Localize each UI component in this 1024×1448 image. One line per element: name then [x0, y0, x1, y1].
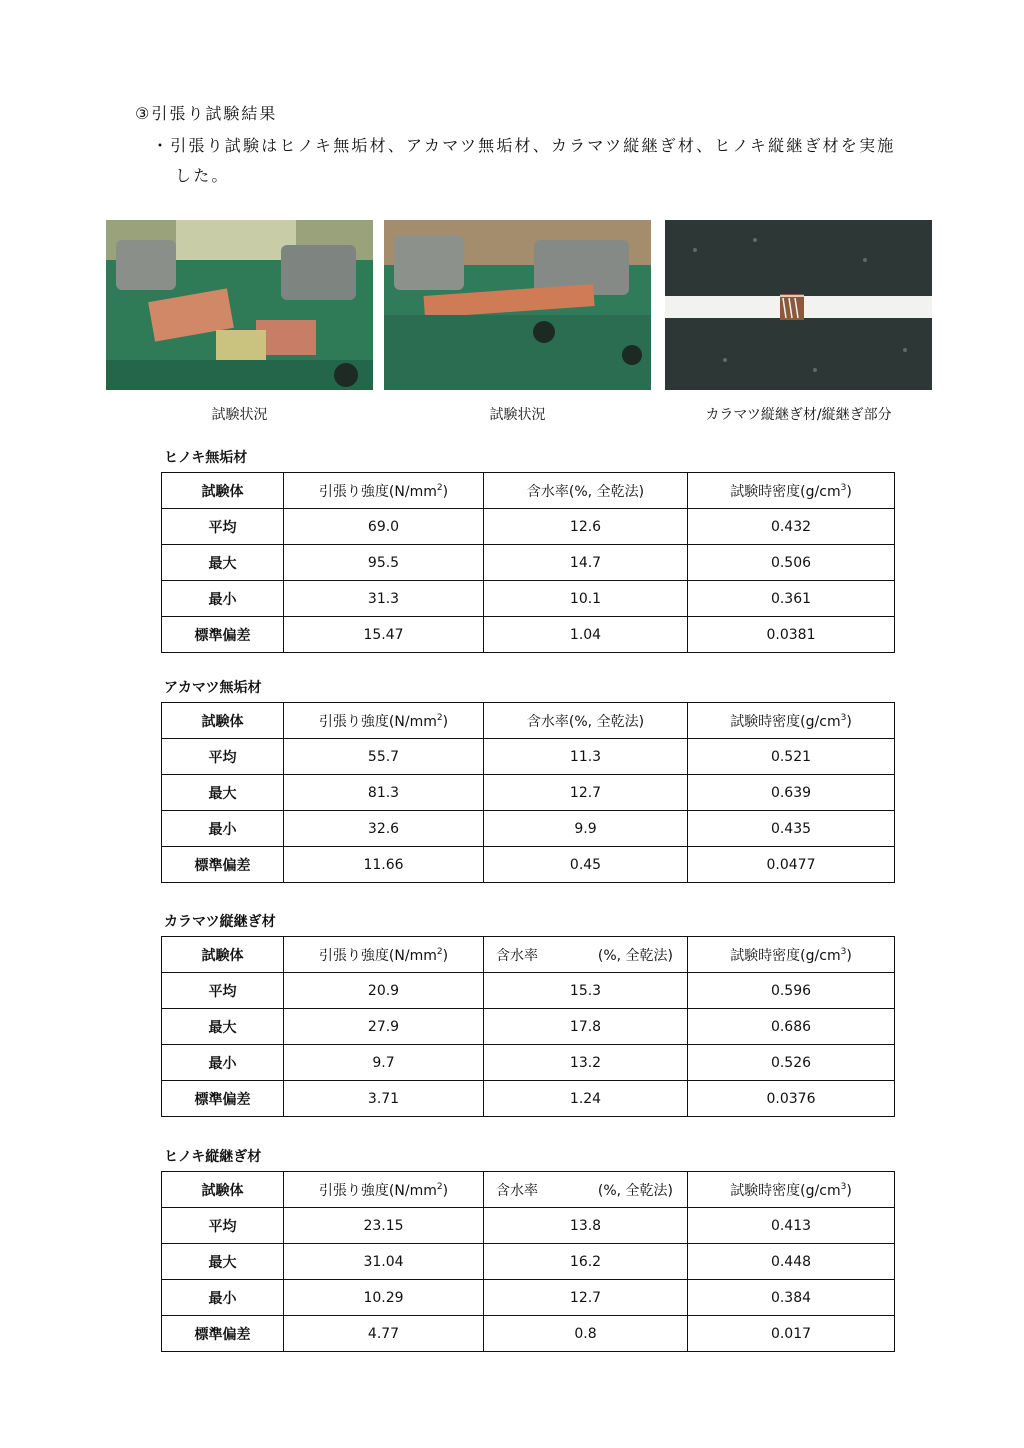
table-akamatsu-solid [161, 702, 895, 883]
table-title-hinoki-finger-joint: ヒノキ縦継ぎ材 [164, 1149, 262, 1165]
cell-moisture: 17.8 [484, 1009, 688, 1045]
header-specimen: 試験体 [162, 937, 284, 973]
cell-moisture: 10.1 [484, 581, 688, 617]
cell-moisture: 12.7 [484, 775, 688, 811]
cell-density: 0.413 [688, 1208, 895, 1244]
header-density: 試験時密度$(g/cm^3)$ [688, 1172, 895, 1208]
cell-moisture: 16.2 [484, 1244, 688, 1280]
cell-moisture: 15.3 [484, 973, 688, 1009]
table-row [162, 811, 895, 847]
table-row [162, 739, 895, 775]
cell-density: 0.639 [688, 775, 895, 811]
header-specimen: 試験体 [162, 703, 284, 739]
table-title-hinoki-solid: ヒノキ無垢材 [164, 450, 248, 466]
row-label: 平均 [162, 739, 284, 775]
table-row [162, 1045, 895, 1081]
cell-moisture: 1.04 [484, 617, 688, 653]
table-header-row [162, 937, 895, 973]
cell-strength: 3.71 [284, 1081, 484, 1117]
table-row [162, 775, 895, 811]
header-moisture: 含水率(%, 全乾法) [484, 703, 688, 739]
cell-density: 0.017 [688, 1316, 895, 1352]
cell-density: 0.448 [688, 1244, 895, 1280]
cell-density: 0.361 [688, 581, 895, 617]
table-row [162, 617, 895, 653]
header-moisture: 含水率 (%, 全乾法) [484, 1172, 688, 1208]
row-label: 平均 [162, 973, 284, 1009]
photo-finger-joint [665, 220, 932, 390]
cell-strength: 95.5 [284, 545, 484, 581]
cell-strength: 31.3 [284, 581, 484, 617]
table-header-row [162, 703, 895, 739]
cell-strength: 81.3 [284, 775, 484, 811]
header-moisture: 含水率(%, 全乾法) [484, 473, 688, 509]
cell-density: 0.526 [688, 1045, 895, 1081]
cell-moisture: 13.8 [484, 1208, 688, 1244]
cell-density: 0.0376 [688, 1081, 895, 1117]
cell-density: 0.384 [688, 1280, 895, 1316]
cell-strength: 15.47 [284, 617, 484, 653]
table-hinoki-finger-joint [161, 1171, 895, 1352]
intro-paragraph [152, 131, 942, 191]
row-label: 標準偏差 [162, 1081, 284, 1117]
cell-density: 0.506 [688, 545, 895, 581]
header-strength: 引張り強度$(N/mm^2)$ [284, 937, 484, 973]
header-strength: 引張り強度$(N/mm^2)$ [284, 473, 484, 509]
header-strength: 引張り強度$(N/mm^2)$ [284, 1172, 484, 1208]
header-specimen: 試験体 [162, 1172, 284, 1208]
table-row [162, 1316, 895, 1352]
cell-density: 0.686 [688, 1009, 895, 1045]
header-specimen: 試験体 [162, 473, 284, 509]
header-strength: 引張り強度$(N/mm^2)$ [284, 703, 484, 739]
table-row [162, 1208, 895, 1244]
table-row [162, 581, 895, 617]
table-title-karamatsu-finger-joint: カラマツ縦継ぎ材 [164, 914, 276, 930]
cell-density: 0.432 [688, 509, 895, 545]
table-row [162, 1081, 895, 1117]
section-heading: ③引張り試験結果 [135, 104, 278, 123]
cell-moisture: 12.7 [484, 1280, 688, 1316]
cell-density: 0.0381 [688, 617, 895, 653]
table-title-akamatsu-solid: アカマツ無垢材 [164, 680, 262, 696]
cell-moisture: 0.45 [484, 847, 688, 883]
table-row [162, 1244, 895, 1280]
cell-density: 0.521 [688, 739, 895, 775]
cell-strength: 69.0 [284, 509, 484, 545]
cell-strength: 31.04 [284, 1244, 484, 1280]
intro-line-2: した。 [175, 166, 230, 185]
row-label: 最大 [162, 545, 284, 581]
cell-strength: 55.7 [284, 739, 484, 775]
row-label: 平均 [162, 509, 284, 545]
row-label: 最大 [162, 1009, 284, 1045]
row-label: 標準偏差 [162, 847, 284, 883]
cell-moisture: 9.9 [484, 811, 688, 847]
table-row [162, 545, 895, 581]
cell-moisture: 0.8 [484, 1316, 688, 1352]
row-label: 標準偏差 [162, 1316, 284, 1352]
cell-density: 0.0477 [688, 847, 895, 883]
row-label: 最大 [162, 775, 284, 811]
cell-moisture: 12.6 [484, 509, 688, 545]
cell-moisture: 11.3 [484, 739, 688, 775]
photo-caption-2: 試験状況 [489, 407, 546, 423]
row-label: 最小 [162, 811, 284, 847]
table-row [162, 509, 895, 545]
cell-moisture: 14.7 [484, 545, 688, 581]
header-moisture: 含水率 (%, 全乾法) [484, 937, 688, 973]
row-label: 平均 [162, 1208, 284, 1244]
cell-strength: 32.6 [284, 811, 484, 847]
row-label: 最小 [162, 581, 284, 617]
table-header-row [162, 473, 895, 509]
table-row [162, 1009, 895, 1045]
table-karamatsu-finger-joint [161, 936, 895, 1117]
header-density: 試験時密度$(g/cm^3)$ [688, 703, 895, 739]
table-hinoki-solid [161, 472, 895, 653]
row-label: 標準偏差 [162, 617, 284, 653]
table-header-row [162, 1172, 895, 1208]
table-row [162, 847, 895, 883]
row-label: 最小 [162, 1280, 284, 1316]
table-row [162, 1280, 895, 1316]
cell-strength: 23.15 [284, 1208, 484, 1244]
cell-moisture: 1.24 [484, 1081, 688, 1117]
cell-density: 0.435 [688, 811, 895, 847]
photo-caption-1: 試験状況 [211, 407, 268, 423]
table-row [162, 973, 895, 1009]
photo-test-setup-2 [384, 220, 651, 390]
row-label: 最小 [162, 1045, 284, 1081]
photo-test-setup-1 [106, 220, 373, 390]
intro-line-1: ・引張り試験はヒノキ無垢材、アカマツ無垢材、カラマツ縦継ぎ材、ヒノキ縦継ぎ材を実施 [152, 136, 896, 155]
cell-density: 0.596 [688, 973, 895, 1009]
cell-strength: 11.66 [284, 847, 484, 883]
cell-moisture: 13.2 [484, 1045, 688, 1081]
header-density: 試験時密度$(g/cm^3)$ [688, 937, 895, 973]
cell-strength: 20.9 [284, 973, 484, 1009]
row-label: 最大 [162, 1244, 284, 1280]
cell-strength: 4.77 [284, 1316, 484, 1352]
cell-strength: 27.9 [284, 1009, 484, 1045]
cell-strength: 10.29 [284, 1280, 484, 1316]
cell-strength: 9.7 [284, 1045, 484, 1081]
header-density: 試験時密度$(g/cm^3)$ [688, 473, 895, 509]
photo-caption-3: カラマツ縦継ぎ材/縦継ぎ部分 [705, 407, 892, 423]
